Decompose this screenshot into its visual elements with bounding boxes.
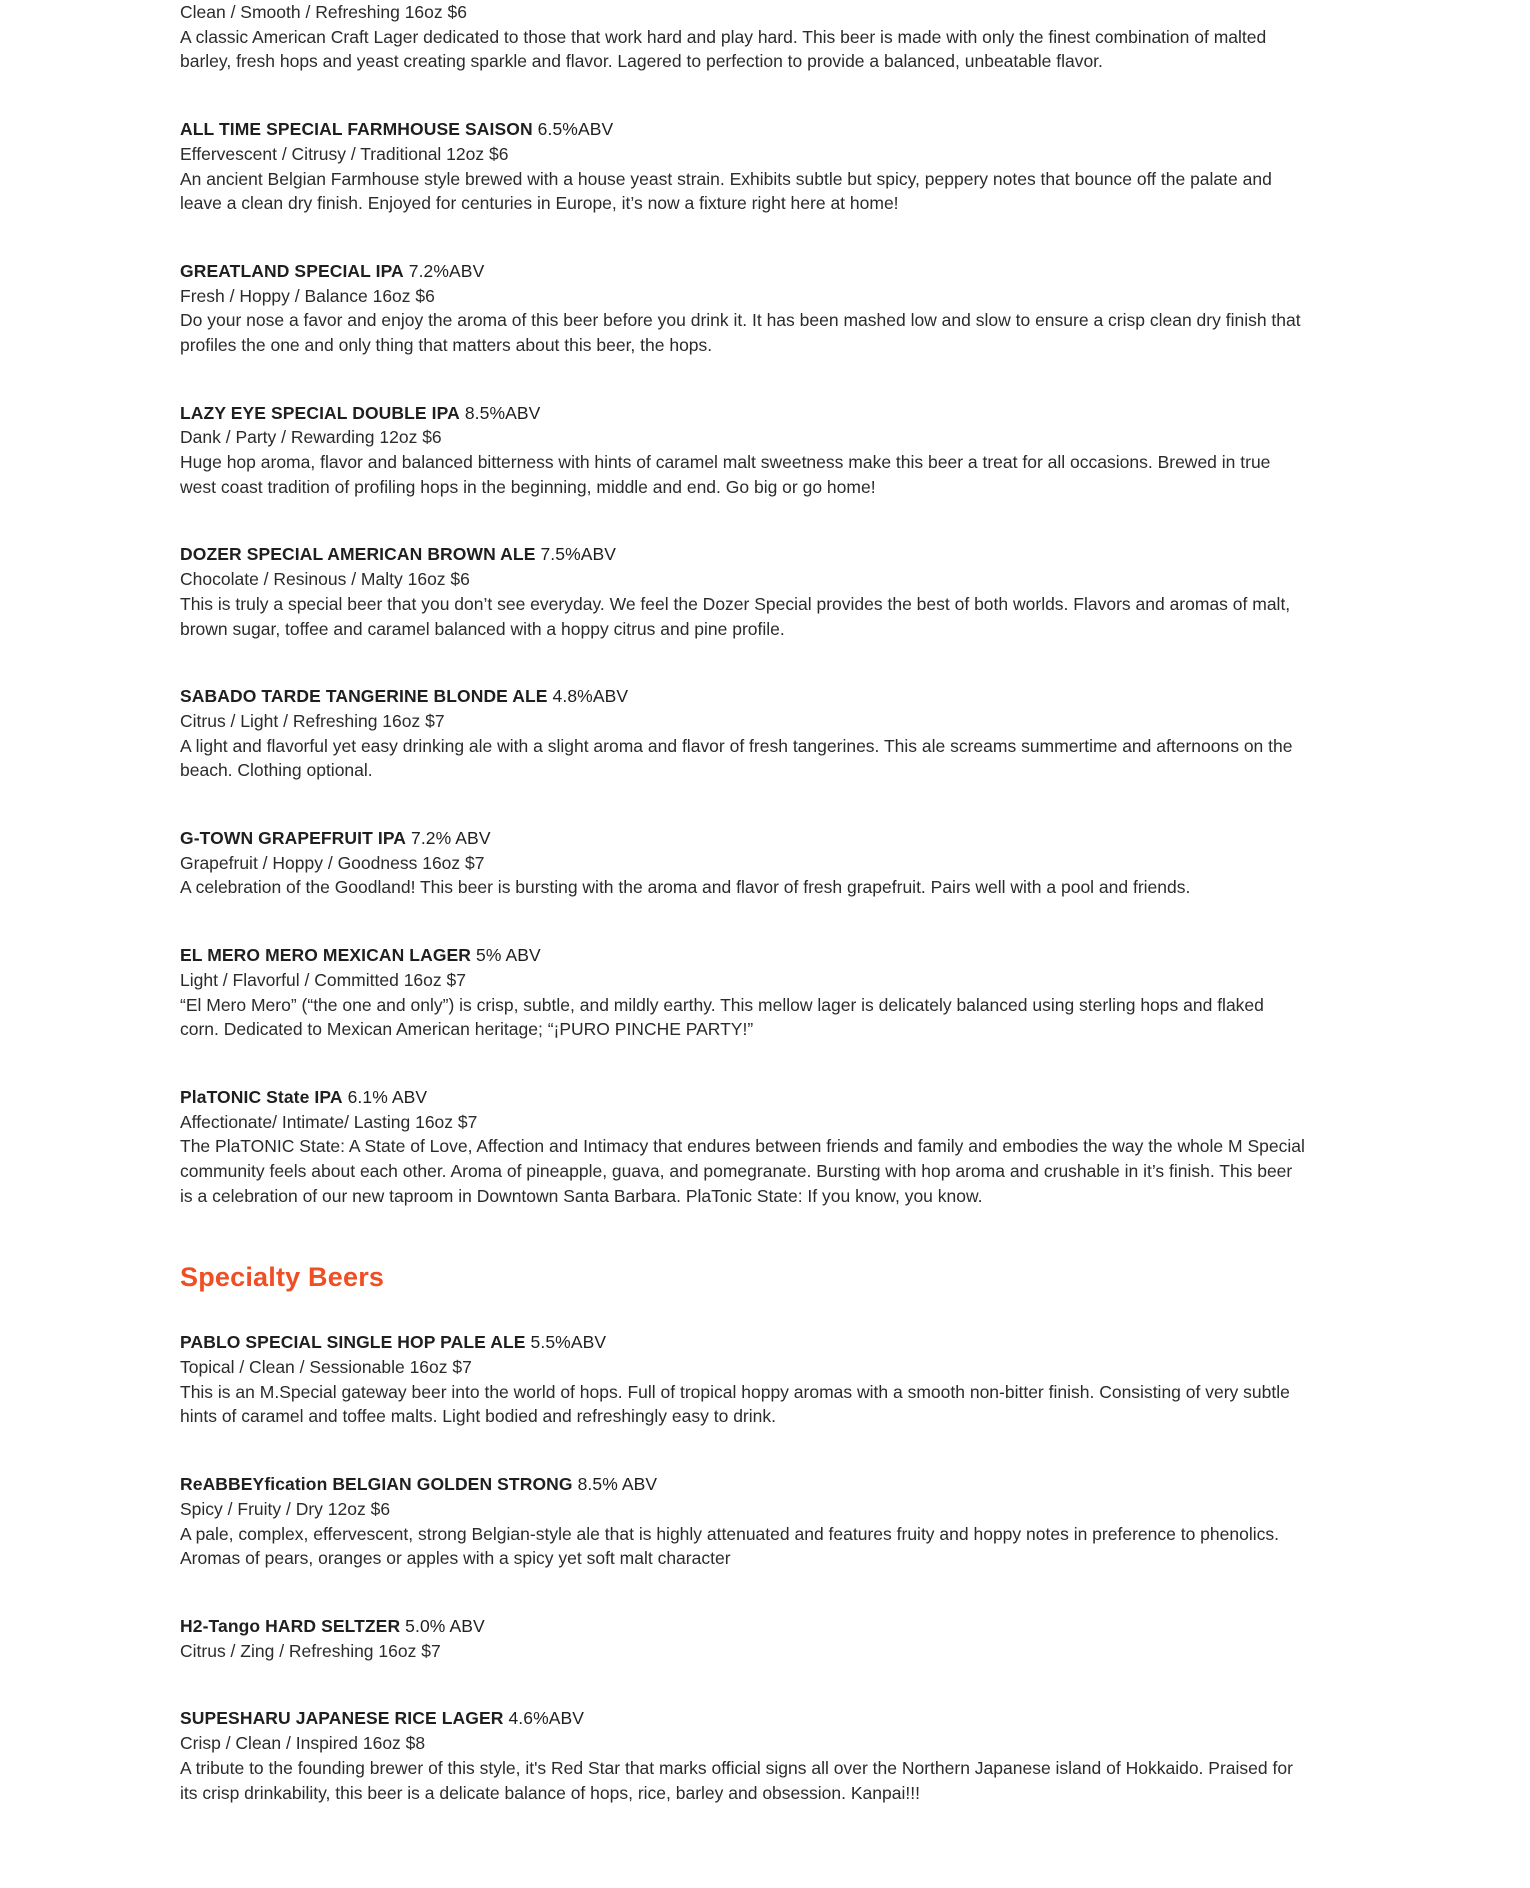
- beer-title: [180, 943, 1350, 968]
- beer-description: A light and flavorful yet easy drinking ale with a slight aroma and flavor of fresh tangerines. This ale screams summertime and afternoons on the beach. Clothing optional.: [180, 735, 1293, 781]
- beer-notes: Spicy / Fruity / Dry 12oz $6: [180, 1498, 391, 1519]
- beer-notes: Dank / Party / Rewarding 12oz $6: [180, 427, 442, 448]
- beer-entry: [180, 1472, 1350, 1571]
- beer-name: SABADO TARDE TANGERINE BLONDE ALE: [180, 686, 548, 707]
- beer-title: [180, 1330, 1350, 1355]
- beer-abv: 4.8%ABV: [552, 686, 629, 707]
- beer-description: A tribute to the founding brewer of this style, it's Red Star that marks official signs all over the Northern Japanese island of Hokkaido. Praised for its crisp drinkability, this beer is a delicate balance of hops, rice, barley and obsession. Kanpai!!!: [180, 1757, 1293, 1803]
- core-beers-list: [180, 0, 1350, 1208]
- beer-notes: Citrus / Zing / Refreshing 16oz $7: [180, 1640, 441, 1661]
- beer-entry: [180, 1330, 1350, 1429]
- beer-name: G-TOWN GRAPEFRUIT IPA: [180, 827, 407, 848]
- beer-entry: [180, 401, 1350, 500]
- beer-entry: [180, 259, 1350, 358]
- beer-entry: [180, 117, 1350, 216]
- specialty-beers-list: [180, 1330, 1350, 1805]
- beer-title: [180, 826, 1350, 851]
- beer-abv: 6.5%ABV: [537, 118, 614, 139]
- beer-entry: [180, 1085, 1350, 1208]
- beer-abv: 7.2%ABV: [408, 260, 485, 281]
- beer-entry: [180, 684, 1350, 783]
- beer-name: ALL TIME SPECIAL FARMHOUSE SAISON: [180, 118, 533, 139]
- beer-notes: Chocolate / Resinous / Malty 16oz $6: [180, 569, 470, 590]
- beer-description: A classic American Craft Lager dedicated to those that work hard and play hard. This beer is made with only the finest combination of malted barley, fresh hops and yeast creating sparkle and flavor. Lagered to perfection to provide a balanced, unbeatable flavor.: [180, 26, 1267, 72]
- beer-notes: Light / Flavorful / Committed 16oz $7: [180, 969, 466, 990]
- beer-abv: 5.5%ABV: [530, 1332, 607, 1353]
- beer-notes: Topical / Clean / Sessionable 16oz $7: [180, 1357, 472, 1378]
- beer-title: [180, 117, 1350, 142]
- beer-name: PABLO SPECIAL SINGLE HOP PALE ALE: [180, 1332, 526, 1353]
- beer-name: LAZY EYE SPECIAL DOUBLE IPA: [180, 402, 460, 423]
- beer-notes: Grapefruit / Hoppy / Goodness 16oz $7: [180, 852, 485, 873]
- beer-abv: 7.2% ABV: [411, 827, 491, 848]
- beer-name: EL MERO MERO MEXICAN LAGER: [180, 945, 472, 966]
- beer-entry: [180, 542, 1350, 641]
- beer-abv: 8.5% ABV: [577, 1474, 658, 1495]
- beer-name: H2-Tango HARD SELTZER: [180, 1615, 401, 1636]
- beer-title: [180, 684, 1350, 709]
- beer-description: A celebration of the Goodland! This beer is bursting with the aroma and flavor of fresh grapefruit. Pairs well with a pool and friends.: [180, 877, 1191, 898]
- beer-description: Huge hop aroma, flavor and balanced bitterness with hints of caramel malt sweetness make this beer a treat for all occasions. Brewed in true west coast tradition of profiling hops in the beginning, middle and end. Go big or go home!: [180, 452, 1271, 497]
- beer-description: Do your nose a favor and enjoy the aroma of this beer before you drink it. It has been mashed low and slow to ensure a crisp clean dry finish that profiles the one and only thing that matters about this beer, the hops.: [180, 310, 1301, 355]
- beer-title: [180, 259, 1350, 284]
- beer-description: An ancient Belgian Farmhouse style brewed with a house yeast strain. Exhibits subtle but spicy, peppery notes that bounce off the palate and leave a clean dry finish. Enjoyed for centuries in Europe, it’s now a fixture right here at home!: [180, 168, 1272, 214]
- beer-abv: 8.5%ABV: [464, 402, 541, 423]
- beer-title: [180, 1472, 1350, 1497]
- beer-name: ReABBEYfication BELGIAN GOLDEN STRONG: [180, 1474, 573, 1495]
- beer-entry: [180, 1614, 1350, 1664]
- beer-description: “El Mero Mero” (“the one and only”) is crisp, subtle, and mildly earthy. This mellow lager is delicately balanced using sterling hops and flaked corn. Dedicated to Mexican American heritage; “¡PURO PINCHE PARTY!”: [180, 994, 1264, 1040]
- beer-entry: [180, 826, 1350, 900]
- beer-description: The PlaTONIC State: A State of Love, Affection and Intimacy that endures between friends and family and embodies the way the whole M Special community feels about each other. Aroma of pineapple, guava, and pomegranate. Bursting with hop aroma and crushable in it’s finish. This beer is a celebration of our new taproom in Downtown Santa Barbara. PlaTonic State: If you know, you know.: [180, 1136, 1305, 1206]
- beer-notes: Affectionate/ Intimate/ Lasting 16oz $7: [180, 1111, 478, 1132]
- specialty-beers-heading: Specialty Beers: [180, 1262, 385, 1293]
- beer-notes: Fresh / Hoppy / Balance 16oz $6: [180, 285, 435, 306]
- beer-notes: Citrus / Light / Refreshing 16oz $7: [180, 710, 445, 731]
- beer-name: SUPESHARU JAPANESE RICE LAGER: [180, 1708, 504, 1729]
- beer-entry: [180, 943, 1350, 1042]
- beer-notes: Crisp / Clean / Inspired 16oz $8: [180, 1733, 426, 1754]
- beer-abv: 5.0% ABV: [405, 1615, 485, 1636]
- beer-description: This is an M.Special gateway beer into the world of hops. Full of tropical hoppy aromas with a smooth non-bitter finish. Consisting of very subtle hints of caramel and toffee malts. Light bodied and refreshingly easy to drink.: [180, 1381, 1290, 1427]
- beer-description: This is truly a special beer that you don’t see everyday. We feel the Dozer Special provides the best of both worlds. Flavors and aromas of malt, brown sugar, toffee and caramel balanced with a hoppy citrus and pine profile.: [180, 593, 1291, 639]
- beer-abv: 4.6%ABV: [508, 1708, 585, 1729]
- beer-notes: Effervescent / Citrusy / Traditional 12oz $6: [180, 143, 509, 164]
- beer-abv: 5% ABV: [476, 945, 541, 966]
- beer-name: DOZER SPECIAL AMERICAN BROWN ALE: [180, 544, 536, 565]
- beer-description: A pale, complex, effervescent, strong Belgian-style ale that is highly attenuated and features fruity and hoppy notes in preference to phenolics. Aromas of pears, oranges or apples with a spicy yet soft malt character: [180, 1523, 1279, 1569]
- beer-abv: 6.1% ABV: [347, 1086, 428, 1107]
- beer-title: [180, 1614, 1350, 1639]
- beer-abv: 7.5%ABV: [540, 544, 617, 565]
- beer-title: [180, 1706, 1350, 1731]
- beer-name: GREATLAND SPECIAL IPA: [180, 260, 404, 281]
- beer-entry: [180, 1706, 1350, 1805]
- beer-title: [180, 1085, 1350, 1110]
- beer-title: [180, 542, 1350, 567]
- beer-notes: Clean / Smooth / Refreshing 16oz $6: [180, 2, 467, 22]
- beer-entry: [180, 0, 1350, 74]
- beer-title: [180, 401, 1350, 426]
- beer-name: PlaTONIC State IPA: [180, 1086, 343, 1107]
